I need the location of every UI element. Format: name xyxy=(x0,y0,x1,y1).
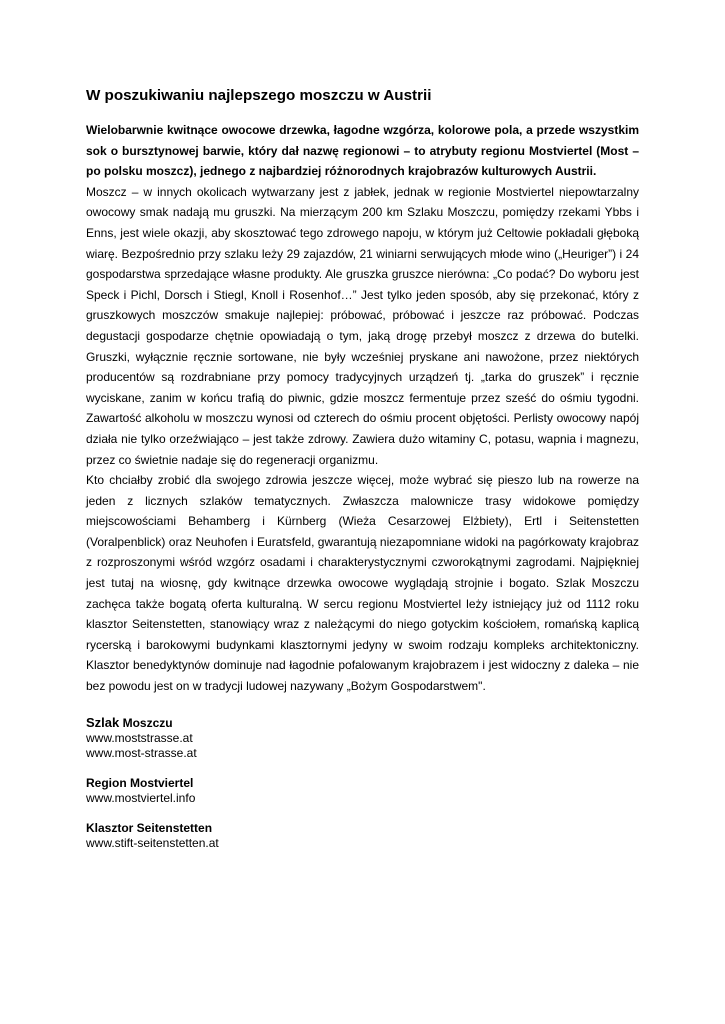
document-page xyxy=(86,86,639,866)
link-group-klasztor xyxy=(86,821,639,851)
link-url-stift[interactable]: www.stift-seitenstetten.at xyxy=(86,835,219,850)
link-url-moststrasse[interactable]: www.moststrasse.at xyxy=(86,730,193,745)
link-group-region xyxy=(86,776,639,806)
link-heading-klasztor: Klasztor Seitenstetten xyxy=(86,820,213,835)
link-url-mostviertel[interactable]: www.mostviertel.info xyxy=(86,790,196,805)
link-heading-region: Region Mostviertel xyxy=(86,775,194,790)
links-section xyxy=(86,715,639,851)
lead-paragraph: Wielobarwnie kwitnące owocowe drzewka, łagodne wzgórza, kolorowe pola, a przede wszystkim sok o bursztynowej barwie, który dał nazwę regionowi – to atrybuty regionu Mostviertel (Most – po polsku moszcz), jednego z najbardziej różnorodnych krajobrazów kulturowych Austrii. xyxy=(86,123,639,179)
body-paragraph-1: Moszcz – w innych okolicach wytwarzany jest z jabłek, jednak w regionie Mostviertel niepowtarzalny owocowy smak nadają mu gruszki. Na mierzącym 200 km Szlaku Moszczu, pomiędzy rzekami Ybbs i Enns, jest wiele okazji, aby skosztować tego zdrowego napoju, w którym już Celtowie pokładali głęboką wiarę. Bezpośrednio przy szlaku leży 29 zajazdów, 21 winiarni serwujących młode wino („Heuriger”) i 24 gospodarstwa sprzedające własne produkty. Ale gruszka gruszce nierówna: „Co podać? Do wyboru jest Speck i Pichl, Dorsch i Stiegl, Knoll i Rosenhof…” Jest tylko jeden sposób, aby się przekonać, który z gruszkowych moszczów smakuje najlepiej: próbować, próbować i jeszcze raz próbować. Podczas degustacji gospodarze chętnie opowiadają o tym, jaką drogę przebył moszcz z drzewa do butelki. Gruszki, wyłącznie ręcznie sortowane, nie były wcześniej pryskane ani nawożone, przez niektórych producentów są rozdrabniane przy pomocy tradycyjnych urządzeń tj. „tarka do gruszek” i ręcznie wyciskane, zanim w końcu trafią do piwnic, gdzie moszcz fermentuje przez sześć do ośmiu tygodni. Zawartość alkoholu w moszczu wynosi od czterech do ośmiu procent objętości. Perlisty owocowy napój działa nie tylko orzeźwiająco – jest także zdrowy. Zawiera dużo witaminy C, potasu, wapnia i magnezu, przez co świetnie nadaje się do regeneracji organizmu. xyxy=(86,184,639,467)
link-heading-lead: Szlak xyxy=(86,714,120,730)
document-title: W poszukiwaniu najlepszego moszczu w Austrii xyxy=(86,87,432,104)
link-group-szlak xyxy=(86,715,639,761)
body-paragraph-2: Kto chciałby zrobić dla swojego zdrowia jeszcze więcej, może wybrać się pieszo lub na rowerze na jeden z licznych szlaków tematycznych. Zwłaszcza malownicze trasy widokowe pomiędzy miejscowościami Behamberg i Kürnberg (Wieża Cesarzowej Elżbiety), Ertl i Seitenstetten (Voralpenblick) oraz Neuhofen i Euratsfeld, gwarantują niezapomniane widoki na pagórkowaty krajobraz z rozproszonymi wśród wzgórz osadami i charakterystycznymi czworokątnymi zagrodami. Najpiękniej jest tutaj na wiosnę, gdy kwitnące drzewka owocowe wyglądają strojnie i bogato. Szlak Moszczu zachęca także bogatą oferta kulturalną. W sercu regionu Mostviertel leży istniejący już od 1112 roku klasztor Seitenstetten, stanowiący wraz z należącymi do niego gotyckim kościołem, romańską kaplicą rycerską i barokowymi budynkami klasztornymi jedyny w swoim rodzaju kompleks architektoniczny. Klasztor benedyktynów dominuje nad łagodnie pofalowanym krajobrazem i jest widoczny z daleka – nie bez powodu jest on w tradycji ludowej nazywany „Bożym Gospodarstwem". xyxy=(86,473,639,694)
link-heading-szlak xyxy=(86,715,639,731)
link-url-most-strasse[interactable]: www.most-strasse.at xyxy=(86,745,197,760)
link-heading-rest: Moszczu xyxy=(119,715,173,730)
